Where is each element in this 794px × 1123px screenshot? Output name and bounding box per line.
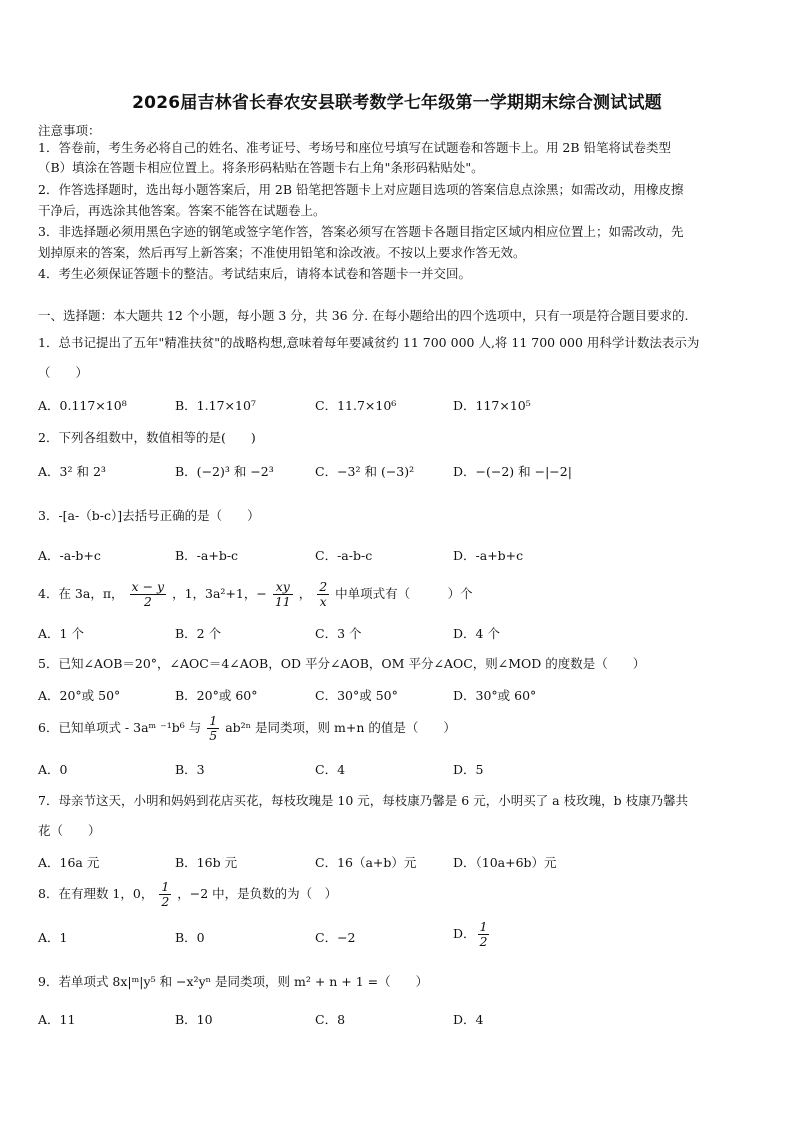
- option-d[interactable]: D．30°或 60°: [453, 688, 537, 703]
- option-b[interactable]: B．3: [175, 762, 205, 777]
- q8-fraction: $\frac{1}{2}$: [161, 879, 170, 909]
- q8-text-post: ，−2 中，是负数的为（ ）: [177, 886, 338, 901]
- q4-text-pre: 4．在 3a，π，: [38, 586, 124, 601]
- q4-text-mid2: ，: [298, 586, 312, 601]
- option-a[interactable]: A．1 个: [38, 626, 84, 641]
- question-5-options: [38, 686, 758, 706]
- q4-fraction-3: $\frac{2}{x}$: [319, 579, 328, 609]
- option-d[interactable]: D．117×10⁵: [453, 398, 531, 413]
- option-b[interactable]: B．(−2)³ 和 −2³: [175, 464, 274, 479]
- option-a[interactable]: A．11: [38, 1012, 76, 1027]
- option-a[interactable]: A．20°或 50°: [38, 688, 121, 703]
- page-title: 2026届吉林省长春农安县联考数学七年级第一学期期末综合测试试题: [132, 93, 662, 113]
- option-c[interactable]: C．30°或 50°: [315, 688, 398, 703]
- option-d[interactable]: D．5: [453, 762, 484, 777]
- option-c[interactable]: C．8: [315, 1012, 346, 1027]
- notice-item-2b: 干净后，再选涂其他答案。答案不能答在试题卷上。: [38, 203, 326, 218]
- option-c[interactable]: C．4: [315, 762, 346, 777]
- question-3-stem: 3．-[a-（b-c）]去括号正确的是（ ）: [38, 508, 260, 523]
- q6-text-pre: 6．已知单项式 - 3aᵐ ⁻¹b⁶ 与: [38, 720, 202, 735]
- q6-text-post: ab²ⁿ 是同类项，则 m+n 的值是（ ）: [225, 720, 456, 735]
- option-c[interactable]: C．-a-b-c: [315, 548, 373, 563]
- question-1-stem: 1．总书记提出了五年"精准扶贫"的战略构想,意味着每年要减贫约 11 700 000 人,将 11 700 000 用科学计数法表示为: [38, 335, 700, 350]
- option-c[interactable]: C．−3² 和 (−3)²: [315, 464, 415, 479]
- question-7-options: [38, 853, 758, 873]
- option-a[interactable]: A．0.117×10⁸: [38, 398, 127, 413]
- question-1-options: [38, 396, 758, 416]
- q6-fraction: $\frac{1}{5}$: [209, 713, 218, 743]
- question-2-stem: 2．下列各组数中，数值相等的是( ): [38, 430, 256, 445]
- section-heading: 一、选择题：本大题共 12 个小题，每小题 3 分，共 36 分. 在每小题给出的四个选项中，只有一项是符合题目要求的.: [38, 308, 689, 323]
- option-a[interactable]: A．-a-b+c: [38, 548, 101, 563]
- option-c[interactable]: C．3 个: [315, 626, 362, 641]
- option-a[interactable]: A．1: [38, 930, 68, 945]
- option-d[interactable]: D．-a+b+c: [453, 548, 524, 563]
- option-a[interactable]: A．0: [38, 762, 68, 777]
- q4-fraction-1: $\frac{x - y}{2}$: [131, 579, 165, 609]
- notice-item-1b: （B）填涂在答题卡相应位置上。将条形码粘贴在答题卡右上角"条形码粘贴处"。: [38, 160, 484, 175]
- option-b[interactable]: B．2 个: [175, 626, 222, 641]
- q4-text-post: 中单项式有（ ）个: [335, 586, 473, 601]
- question-9-options: [38, 1010, 758, 1030]
- option-c[interactable]: C．11.7×10⁶: [315, 398, 397, 413]
- notice-heading: 注意事项：: [38, 123, 101, 138]
- question-4-stem: [38, 580, 758, 609]
- question-6-stem: [38, 714, 758, 743]
- q8-text-pre: 8．在有理数 1，0，: [38, 886, 154, 901]
- option-d[interactable]: D．4 个: [453, 626, 500, 641]
- question-1-blank: （ ）: [38, 365, 89, 380]
- option-b[interactable]: B．1.17×10⁷: [175, 398, 256, 413]
- option-b[interactable]: B．16b 元: [175, 855, 238, 870]
- question-7-stem-cont: 花（ ）: [38, 823, 101, 838]
- notice-item-1a: 1．答卷前，考生务必将自己的姓名、准考证号、考场号和座位号填写在试题卷和答题卡上。用 2B 铅笔将试卷类型: [38, 140, 672, 155]
- question-2-options: [38, 462, 758, 482]
- question-5-stem: 5．已知∠AOB＝20°，∠AOC＝4∠AOB，OD 平分∠AOB，OM 平分∠AOC，则∠MOD 的度数是（ ）: [38, 656, 646, 671]
- notice-item-4: 4．考生必须保证答题卡的整洁。考试结束后，请将本试卷和答题卡一并交回。: [38, 266, 471, 281]
- option-b[interactable]: B．20°或 60°: [175, 688, 258, 703]
- option-b[interactable]: B．10: [175, 1012, 213, 1027]
- question-9-stem: 9．若单项式 8x|ᵐ|y⁵ 和 −x²yⁿ 是同类项，则 m² + n + 1 =（ ）: [38, 974, 429, 989]
- option-b[interactable]: B．-a+b-c: [175, 548, 239, 563]
- notice-item-3a: 3．非选择题必须用黑色字迹的钢笔或签字笔作答，答案必须写在答题卡各题目指定区域内相应位置上；如需改动，先: [38, 224, 684, 239]
- question-8-options: [38, 919, 758, 949]
- question-4-options: [38, 624, 758, 644]
- option-a[interactable]: A．3² 和 2³: [38, 464, 106, 479]
- notice-item-2a: 2．作答选择题时，选出每小题答案后，用 2B 铅笔把答题卡上对应题目选项的答案信息点涂黑；如需改动，用橡皮擦: [38, 182, 684, 197]
- option-d[interactable]: D．4: [453, 1012, 484, 1027]
- option-b[interactable]: B．0: [175, 930, 205, 945]
- option-d[interactable]: D． $\frac{1}{2}$: [453, 919, 488, 949]
- q4-text-mid: ，1，3a²+1，−: [172, 586, 267, 601]
- question-7-stem: 7．母亲节这天，小明和妈妈到花店买花，每枝玫瑰是 10 元，每枝康乃馨是 6 元，小明买了 a 枝玫瑰，b 枝康乃馨共: [38, 793, 689, 808]
- option-d[interactable]: D．（10a+6b）元: [453, 855, 557, 870]
- option-c[interactable]: C．16（a+b）元: [315, 855, 417, 870]
- option-a[interactable]: A．16a 元: [38, 855, 100, 870]
- question-6-options: [38, 760, 758, 780]
- q4-fraction-2: $\frac{xy}{11}$: [274, 579, 291, 609]
- option-d[interactable]: D．−(−2) 和 −|−2|: [453, 464, 572, 479]
- option-c[interactable]: C．−2: [315, 930, 356, 945]
- question-8-stem: [38, 880, 758, 909]
- question-3-options: [38, 546, 758, 566]
- q8-option-d-fraction: $\frac{1}{2}$: [479, 919, 488, 949]
- notice-item-3b: 划掉原来的答案，然后再写上新答案；不准使用铅笔和涂改液。不按以上要求作答无效。: [38, 245, 526, 260]
